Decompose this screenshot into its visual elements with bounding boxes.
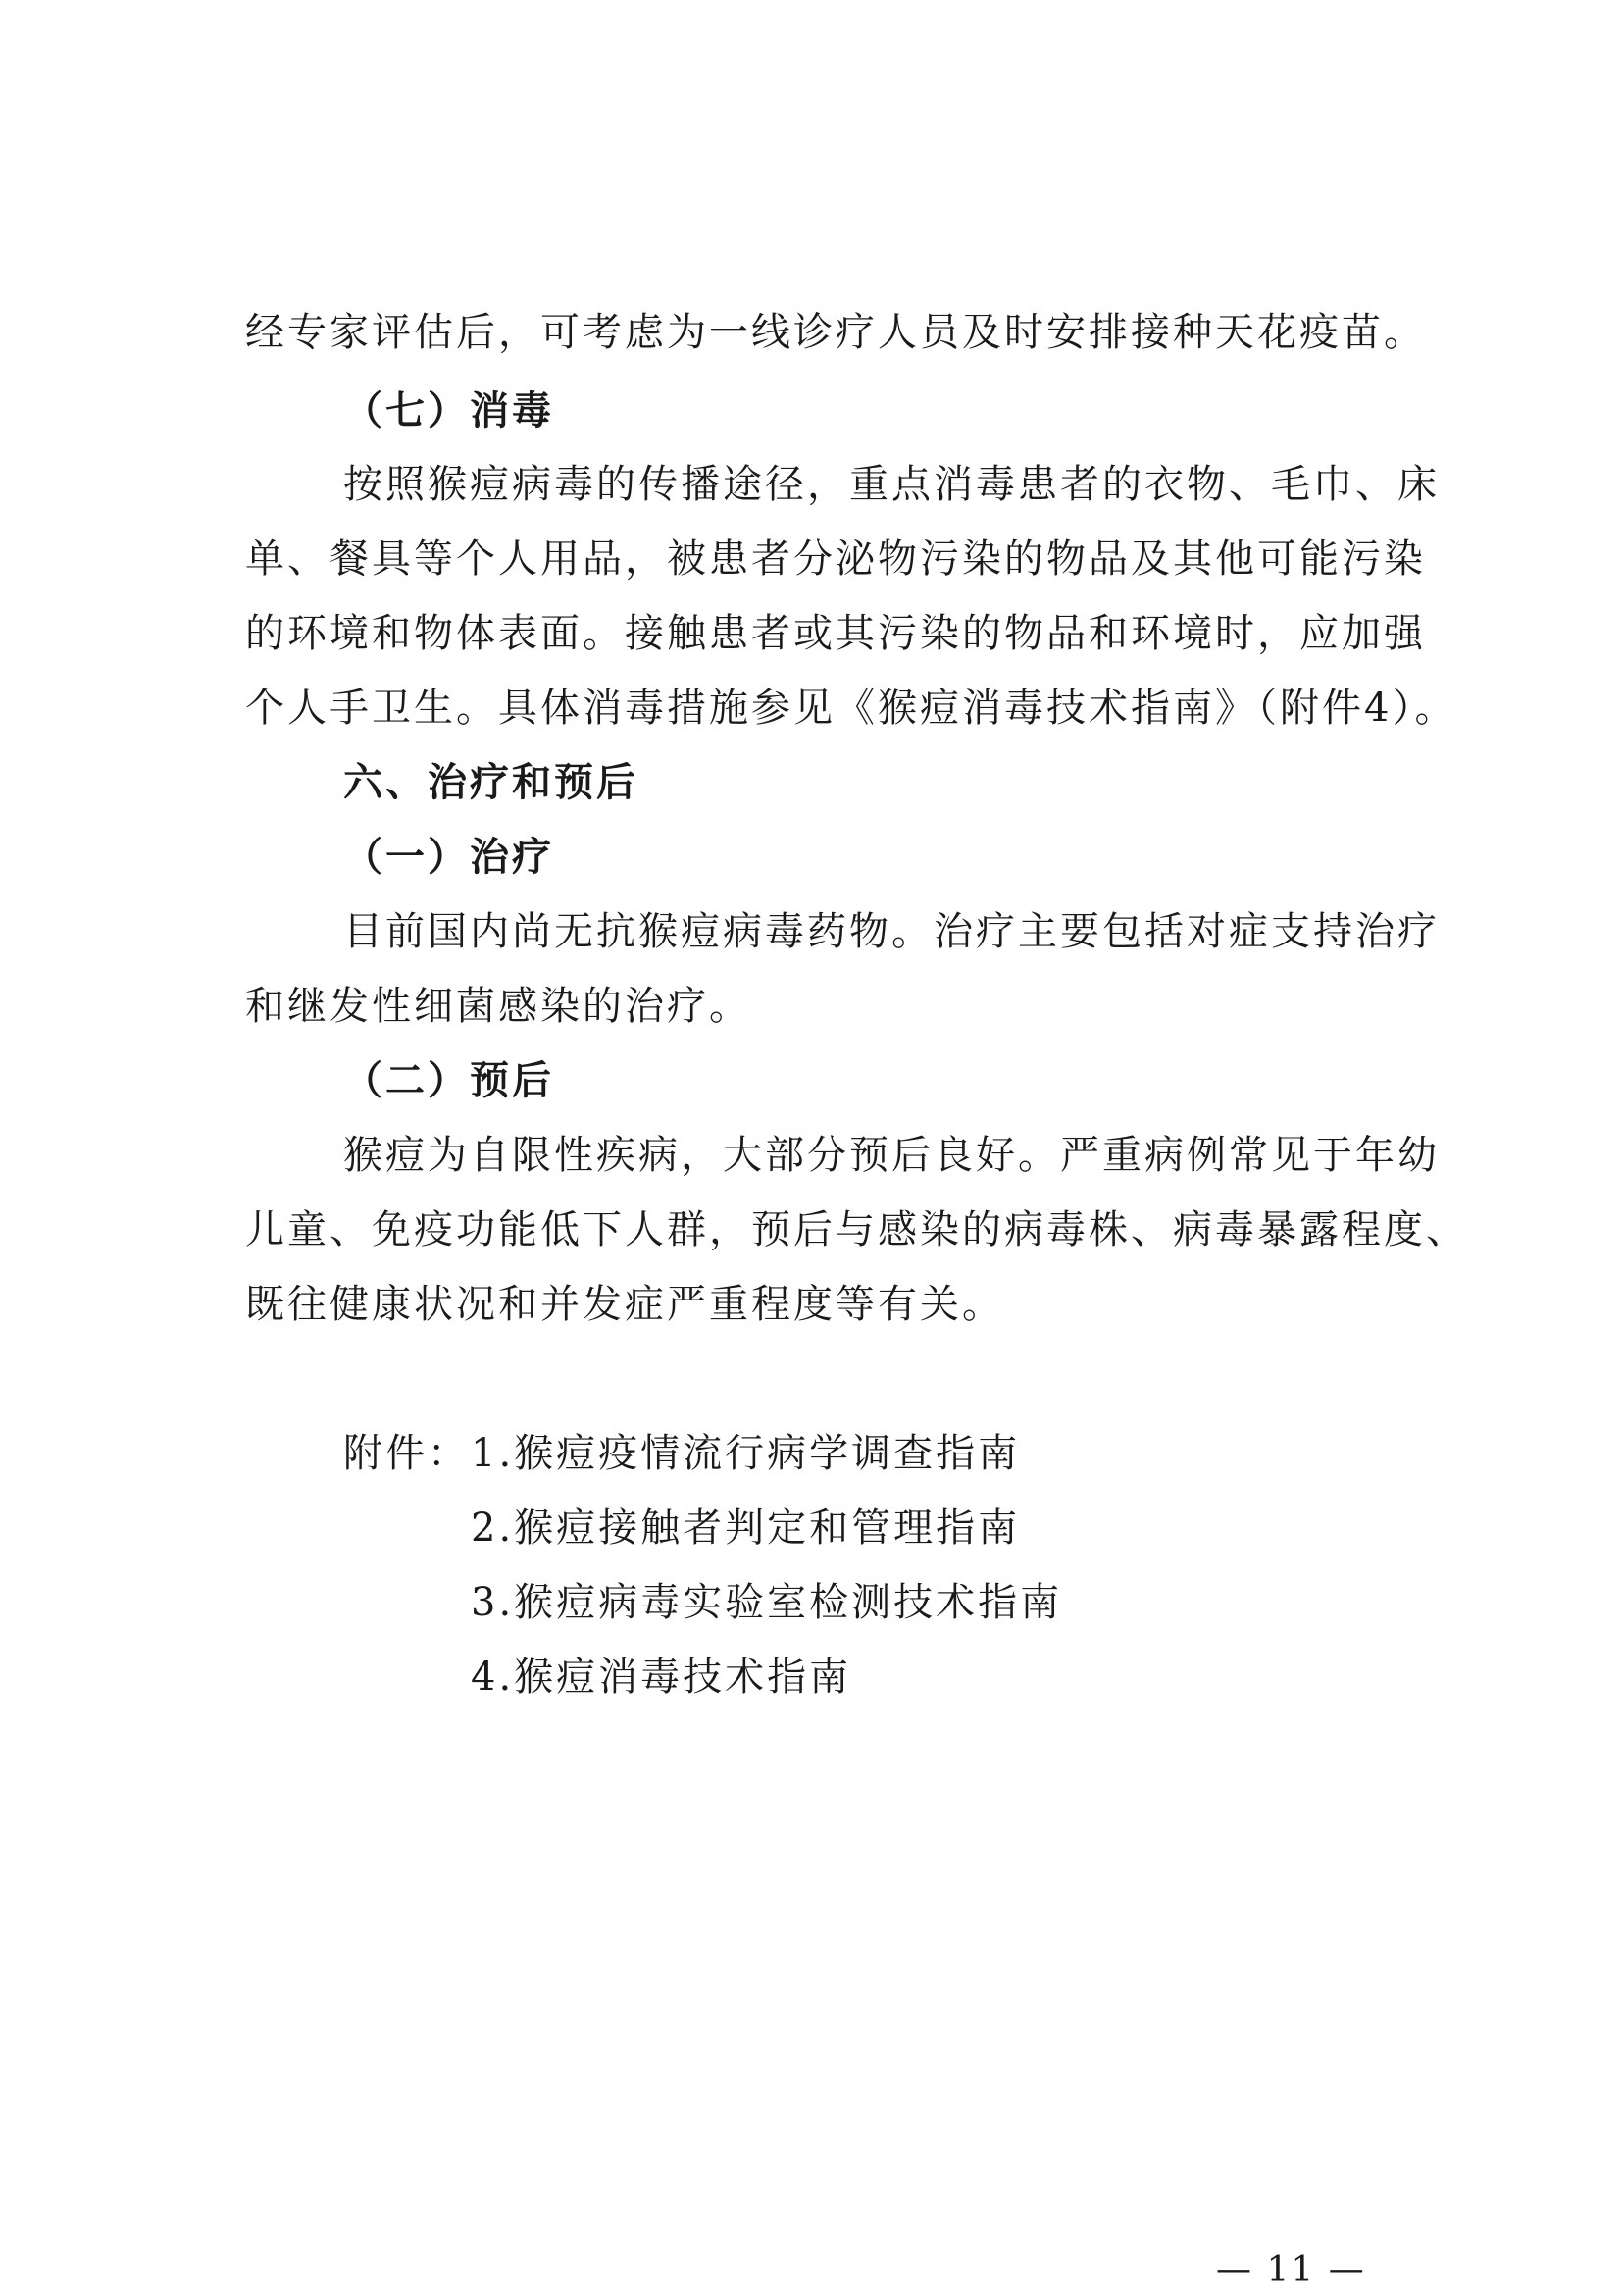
subsection-heading-treatment: （一）治疗: [343, 834, 554, 880]
attachments-label: 附件：: [343, 1431, 470, 1476]
paragraph-line: 猴痘为自限性疾病，大部分预后良好。严重病例常见于年幼: [343, 1133, 1440, 1178]
paragraph-line: 单、餐具等个人用品，被患者分泌物污染的物品及其他可能污染: [245, 536, 1426, 582]
paragraph-line: 和继发性细菌感染的治疗。: [245, 984, 751, 1029]
paragraph-line: 个人手卫生。具体消毒措施参见《猴痘消毒技术指南》（附件4）。: [245, 686, 1457, 731]
attachment-item: 2.猴痘接触者判定和管理指南: [471, 1505, 1021, 1551]
subsection-heading-prognosis: （二）预后: [343, 1057, 554, 1103]
attachment-item: 1.猴痘疫情流行病学调查指南: [471, 1431, 1021, 1476]
paragraph-line: 目前国内尚无抗猴痘病毒药物。治疗主要包括对症支持治疗: [343, 909, 1440, 954]
page-number: — 11 —: [1216, 2250, 1366, 2290]
paragraph-line: 经专家评估后，可考虑为一线诊疗人员及时安排接种天花疫苗。: [245, 310, 1426, 355]
paragraph-line: 的环境和物体表面。接触患者或其污染的物品和环境时，应加强: [245, 611, 1426, 656]
section-heading-treatment-prognosis: 六、治疗和预后: [343, 759, 638, 805]
paragraph-line: 儿童、免疫功能低下人群，预后与感染的病毒株、病毒暴露程度、: [245, 1207, 1468, 1252]
paragraph-line: 按照猴痘病毒的传播途径，重点消毒患者的衣物、毛巾、床: [343, 462, 1440, 507]
attachment-item: 4.猴痘消毒技术指南: [471, 1655, 852, 1700]
attachment-item: 3.猴痘病毒实验室检测技术指南: [471, 1580, 1063, 1625]
paragraph-line: 既往健康状况和并发症严重程度等有关。: [245, 1282, 1004, 1327]
section-heading-disinfection: （七）消毒: [343, 387, 554, 433]
